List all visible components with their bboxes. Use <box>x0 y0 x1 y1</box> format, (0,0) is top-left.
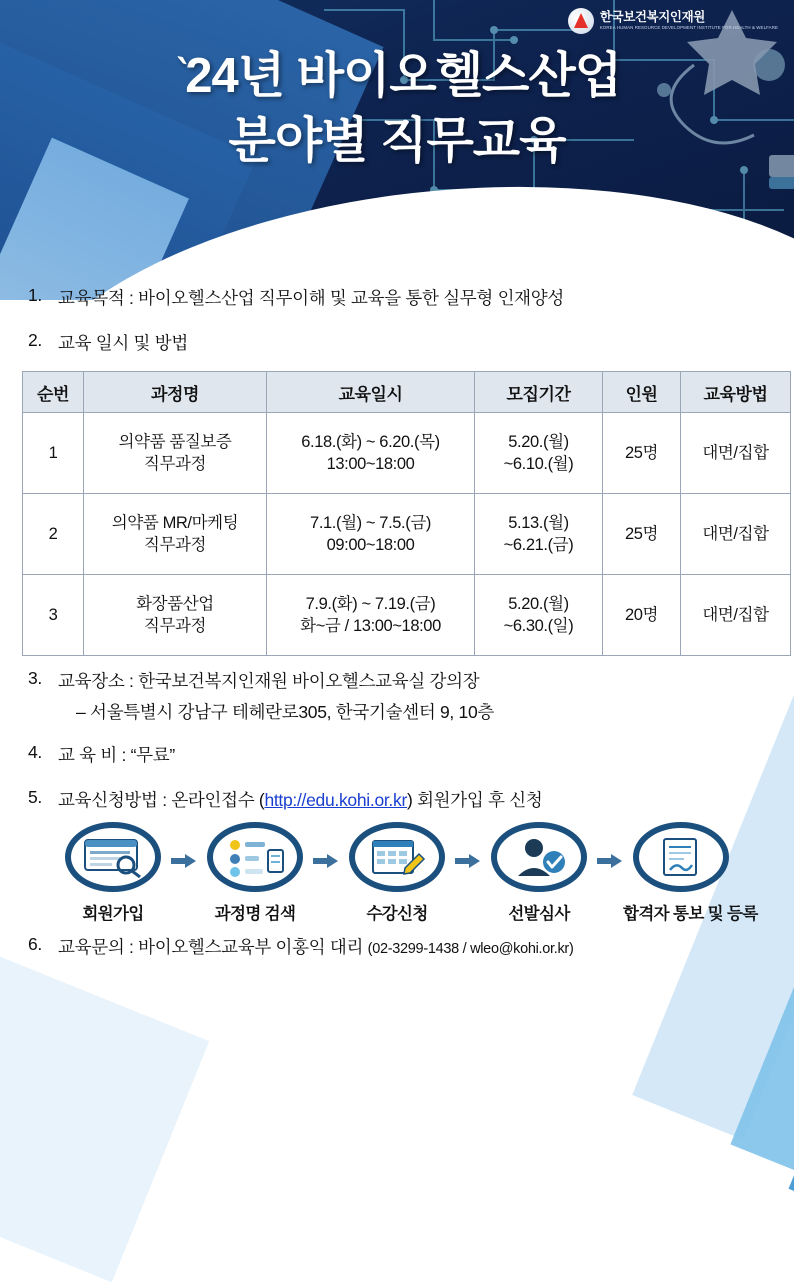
item-purpose-text: 교육목적 : 바이오헬스산업 직무이해 및 교육을 통한 실무형 인재양성 <box>58 288 564 308</box>
contact-main: 교육문의 : 바이오헬스교육부 이홍익 대리 <box>58 937 368 957</box>
cell-name-line2: 직무과정 <box>143 617 207 635</box>
apply-url-link[interactable]: http://edu.kohi.or.kr <box>264 790 407 810</box>
cell-apply-line2: ~6.10.(월) <box>503 455 574 473</box>
cell-name-line2: 직무과정 <box>143 455 207 473</box>
cell-date-line1: 7.9.(화) ~ 7.19.(금) <box>305 594 436 613</box>
flow-step-screening <box>481 822 597 924</box>
course-table-wrapper <box>0 361 794 656</box>
form-pencil-icon <box>367 836 427 878</box>
item-schedule-text: 교육 일시 및 방법 <box>58 333 188 353</box>
item-contact-number: 6. <box>28 934 42 954</box>
cell-method: 대면/집합 <box>681 413 791 494</box>
document-body <box>0 285 794 965</box>
item-schedule-number: 2. <box>28 330 42 350</box>
cell-apply <box>475 413 603 494</box>
cell-date <box>267 413 475 494</box>
cell-name-line1: 의약품 품질보증 <box>118 432 232 451</box>
checklist-icon <box>225 836 285 878</box>
browser-window-icon <box>82 836 144 878</box>
cell-name-line2: 직무과정 <box>143 536 207 554</box>
flow-arrow-icon <box>313 853 339 869</box>
item-purpose <box>0 285 794 310</box>
cell-apply-line1: 5.13.(월) <box>508 513 569 532</box>
flow-arrow-icon <box>171 853 197 869</box>
item-location-text: 교육장소 : 한국보건복지인재원 바이오헬스교육실 강의장 <box>58 671 480 691</box>
item-contact-text <box>58 934 766 959</box>
cell-date-line2: 13:00~18:00 <box>326 455 415 473</box>
header-banner <box>0 0 794 300</box>
cell-apply <box>475 575 603 656</box>
table-header-count: 인원 <box>603 372 681 413</box>
flow-step-search-label: 과정명 검색 <box>214 905 296 923</box>
cell-no: 1 <box>23 413 84 494</box>
flow-step-enroll <box>339 822 455 924</box>
page-title <box>0 44 794 173</box>
cell-name <box>84 413 267 494</box>
cell-count: 20명 <box>603 575 681 656</box>
table-header-apply: 모집기간 <box>475 372 603 413</box>
table-header-row <box>23 372 791 413</box>
item-contact <box>0 934 794 959</box>
course-table <box>22 371 791 656</box>
page-title-line2: 분야별 직무교육 <box>228 113 566 168</box>
table-row <box>23 413 791 494</box>
cell-apply-line2: ~6.21.(금) <box>503 536 574 554</box>
flow-step-enroll-circle <box>349 822 445 892</box>
item-apply-method <box>0 787 794 812</box>
table-header-name: 과정명 <box>84 372 267 413</box>
apply-suffix: ) 회원가입 후 신청 <box>406 790 543 810</box>
cell-no: 3 <box>23 575 84 656</box>
cell-apply-line2: ~6.30.(일) <box>503 617 574 635</box>
cell-date <box>267 494 475 575</box>
cell-count: 25명 <box>603 494 681 575</box>
flow-step-search-circle <box>207 822 303 892</box>
flow-step-signup <box>55 822 171 924</box>
item-fee <box>0 742 794 767</box>
cell-name-line1: 의약품 MR/마케팅 <box>111 513 239 532</box>
logo-name-ko: 한국보건복지인재원 <box>599 10 705 25</box>
flow-step-screening-label: 선발심사 <box>508 905 570 923</box>
flow-arrow-icon <box>597 853 623 869</box>
table-row <box>23 575 791 656</box>
table-row <box>23 494 791 575</box>
item-location <box>0 668 794 693</box>
table-header-date: 교육일시 <box>267 372 475 413</box>
document-certificate-icon <box>654 836 708 878</box>
application-process-flow <box>0 822 794 924</box>
item-apply-number: 5. <box>28 787 42 807</box>
item-apply-text <box>58 787 766 812</box>
logo-name-en: KOREA HUMAN RESOURCE DEVELOPMENT INSTITUTE FOR HEALTH & WELFARE <box>599 25 778 31</box>
item-fee-number: 4. <box>28 742 42 762</box>
flow-step-notify-circle <box>633 822 729 892</box>
flow-step-enroll-label: 수강신청 <box>366 905 428 923</box>
cell-apply-line1: 5.20.(월) <box>508 432 569 451</box>
title-tick-mark: ` <box>168 50 190 96</box>
cell-name <box>84 575 267 656</box>
flow-step-notify <box>623 822 758 924</box>
cell-apply-line1: 5.20.(월) <box>508 594 569 613</box>
contact-detail: (02-3299-1438 / wleo@kohi.or.kr) <box>367 941 574 957</box>
logo-mark-icon <box>568 8 594 34</box>
decorative-corner-bottom-left <box>0 944 209 1282</box>
cell-date-line1: 7.1.(월) ~ 7.5.(금) <box>310 513 431 532</box>
flow-step-notify-label: 합격자 통보 및 등록 <box>623 905 758 923</box>
item-location-number: 3. <box>28 668 42 688</box>
person-check-icon <box>510 836 568 878</box>
cell-name <box>84 494 267 575</box>
table-header-no: 순번 <box>23 372 84 413</box>
item-location-address: – 서울특별시 강남구 테헤란로305, 한국기술센터 9, 10층 <box>76 702 495 722</box>
flow-arrow-icon <box>455 853 481 869</box>
organization-logo <box>568 8 778 34</box>
cell-no: 2 <box>23 494 84 575</box>
item-purpose-number: 1. <box>28 285 42 305</box>
flow-step-signup-circle <box>65 822 161 892</box>
cell-name-line1: 화장품산업 <box>136 594 214 613</box>
item-fee-text: 교 육 비 : “무료” <box>58 745 175 765</box>
cell-apply <box>475 494 603 575</box>
cell-date-line1: 6.18.(화) ~ 6.20.(목) <box>301 432 440 451</box>
item-schedule <box>0 330 794 355</box>
apply-prefix: 교육신청방법 : 온라인접수 ( <box>58 790 265 810</box>
flow-step-signup-label: 회원가입 <box>82 905 144 923</box>
cell-date-line2: 화~금 / 13:00~18:00 <box>300 617 441 635</box>
page-title-line1: 24년 바이오헬스산업 <box>185 49 622 103</box>
table-header-method: 교육방법 <box>681 372 791 413</box>
flow-step-search <box>197 822 313 924</box>
cell-method: 대면/집합 <box>681 575 791 656</box>
cell-date-line2: 09:00~18:00 <box>326 536 415 554</box>
cell-method: 대면/집합 <box>681 494 791 575</box>
cell-count: 25명 <box>603 413 681 494</box>
cell-date <box>267 575 475 656</box>
flow-step-screening-circle <box>491 822 587 892</box>
